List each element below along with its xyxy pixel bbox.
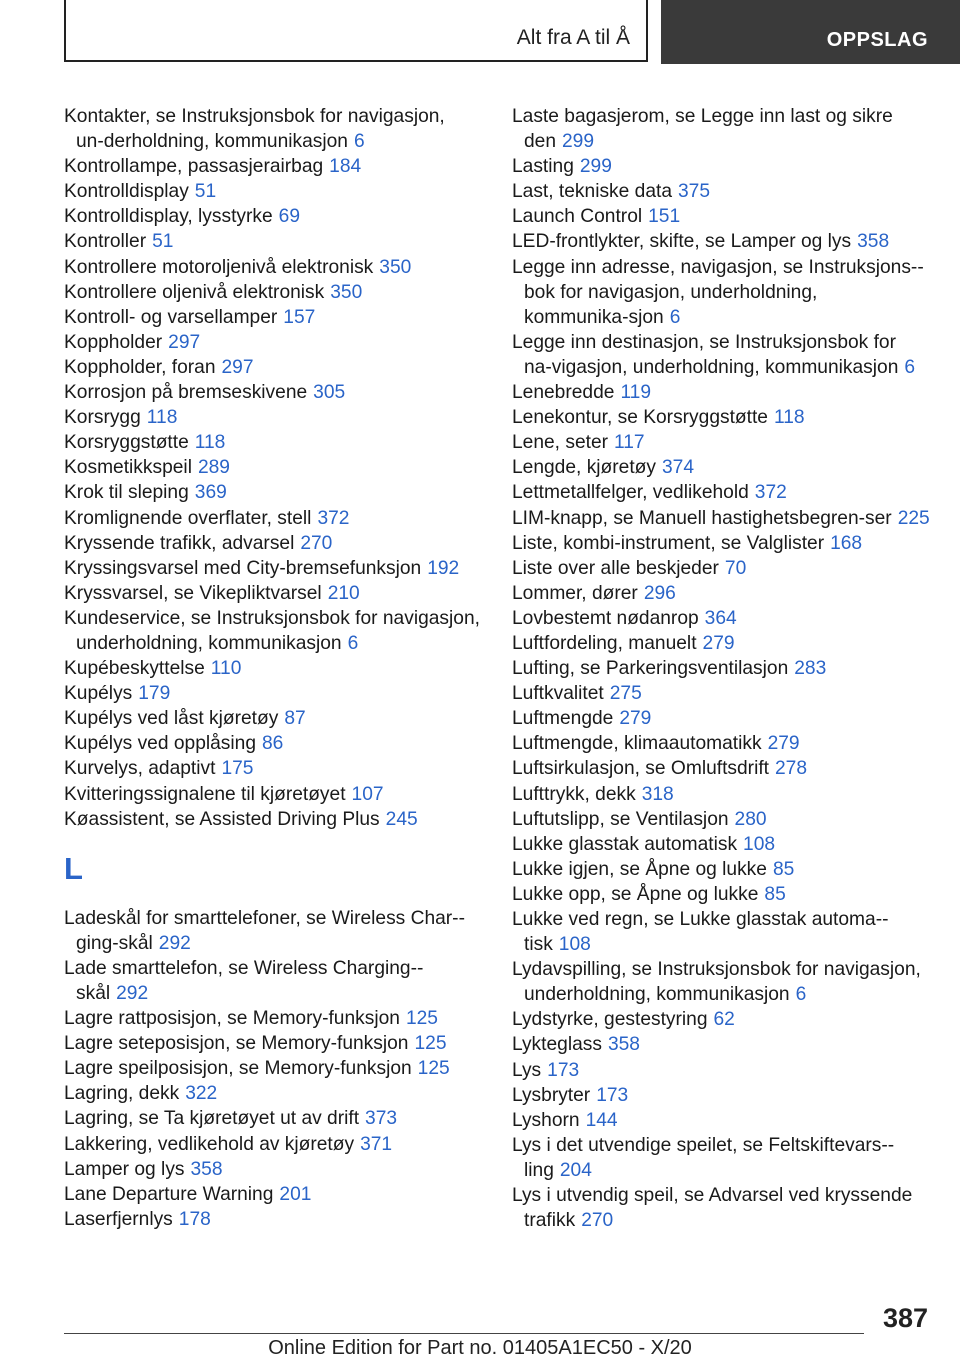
page-reference-link[interactable]: 184	[329, 156, 362, 178]
page-reference-link[interactable]: 358	[857, 231, 890, 253]
index-entry-text: Lakkering, vedlikehold av kjøretøy	[64, 1133, 355, 1155]
chapter-tab	[661, 0, 960, 64]
index-entry-text: Lettmetallfelger, vedlikehold	[512, 482, 749, 504]
index-entry	[512, 430, 932, 455]
page-reference-link[interactable]: 118	[194, 432, 226, 454]
index-entry-text: Lufttrykk, dekk	[512, 783, 636, 805]
page-reference-link[interactable]: 201	[279, 1183, 312, 1205]
index-entry	[64, 229, 484, 254]
index-entry	[512, 229, 932, 254]
index-entry-text: Lasting	[512, 156, 574, 178]
index-entry	[512, 154, 932, 179]
index-entry	[512, 907, 932, 957]
index-entry-text: Lydstyrke, gestestyring	[512, 1009, 708, 1031]
page-reference-link[interactable]: 108	[558, 934, 591, 956]
index-entry	[64, 706, 484, 731]
index-entry	[512, 204, 932, 229]
index-entry	[64, 956, 484, 1006]
page-reference-link[interactable]: 225	[897, 507, 930, 529]
index-entry	[64, 405, 484, 430]
index-entry-text: Lene, seter	[512, 432, 609, 454]
index-letter-heading: L	[64, 850, 83, 886]
index-entry-text: Kontakter, se Instruksjonsbok for navigasjon, un-derholdning, kommunikasjon	[64, 106, 445, 153]
index-entry	[512, 857, 932, 882]
page-reference-link[interactable]: 157	[283, 306, 316, 328]
page-reference-link[interactable]: 372	[754, 482, 787, 504]
index-entry	[64, 1132, 484, 1157]
page-reference-link[interactable]: 85	[772, 858, 795, 880]
index-entry-text: Kryssvarsel, se Vikepliktvarsel	[64, 582, 322, 604]
index-entry	[512, 480, 932, 505]
footer-edition: Online Edition for Part no. 01405A1EC50 - X/20	[268, 1337, 692, 1359]
page-reference-link[interactable]: 289	[197, 457, 230, 479]
index-entry-text: Laserfjernlys	[64, 1208, 173, 1230]
index-entry-text: Lykteglass	[512, 1034, 602, 1056]
page-reference-link[interactable]: 279	[619, 708, 652, 730]
page-reference-link[interactable]: 118	[773, 407, 805, 429]
index-entry	[512, 731, 932, 756]
index-entry	[512, 957, 932, 1007]
index-entry-text: Lagre speilposisjon, se Memory-funksjon	[64, 1058, 412, 1080]
index-entry	[512, 556, 932, 581]
index-entry	[64, 1081, 484, 1106]
index-entry-text: Lyshorn	[512, 1109, 580, 1131]
page-reference-link[interactable]: 6	[795, 984, 807, 1006]
page-reference-link[interactable]: 6	[353, 131, 365, 153]
index-entry	[64, 556, 484, 581]
index-entry-text: Lamper og lys	[64, 1158, 185, 1180]
index-entry	[64, 681, 484, 706]
index-column-right	[512, 104, 932, 1233]
index-entry-text: Lufting, se Parkeringsventilasjon	[512, 658, 789, 680]
index-entry	[64, 1056, 484, 1081]
index-entry	[64, 330, 484, 355]
page-reference-link[interactable]: 374	[661, 457, 694, 479]
page-reference-link[interactable]: 125	[405, 1008, 438, 1030]
page-reference-link[interactable]: 125	[414, 1033, 447, 1055]
index-entry-text: Luftmengde	[512, 708, 614, 730]
index-entry	[64, 606, 484, 656]
index-entry	[64, 906, 484, 956]
index-entry-text: Kontrollere oljenivå elektronisk	[64, 281, 325, 303]
page-reference-link[interactable]: 350	[330, 281, 363, 303]
page-reference-link[interactable]: 85	[764, 883, 786, 905]
index-entry-text: Lovbestemt nødanrop	[512, 607, 699, 629]
index-entry-text: Koppholder, foran	[64, 356, 216, 378]
page-reference-link[interactable]: 358	[190, 1158, 223, 1180]
index-entry	[64, 1157, 484, 1182]
index-entry	[512, 179, 932, 204]
index-entry-text: Korrosjon på bremseskivene	[64, 382, 308, 404]
page-reference-link[interactable]: 175	[221, 758, 254, 780]
page-reference-link[interactable]: 283	[794, 658, 827, 680]
index-entry	[64, 179, 484, 204]
index-entry-text: Lukke opp, se Åpne og lukke	[512, 883, 759, 905]
page-reference-link[interactable]: 279	[767, 733, 800, 755]
index-entry	[512, 832, 932, 857]
index-entry-text: Korsrygg	[64, 407, 141, 429]
page-reference-link[interactable]: 178	[178, 1208, 211, 1230]
page-reference-link[interactable]: 364	[704, 607, 737, 629]
index-entry	[64, 280, 484, 305]
page-reference-link[interactable]: 371	[360, 1133, 393, 1155]
page-reference-link[interactable]: 322	[185, 1083, 218, 1105]
index-entry-text: Lade smarttelefon, se Wireless Charging-skål	[64, 957, 424, 1004]
index-entry	[64, 807, 484, 832]
index-entry-text: Lenebredde	[512, 382, 615, 404]
index-entry-text: Kontroll- og varsellamper	[64, 306, 278, 328]
page-reference-link[interactable]: 117	[614, 432, 645, 454]
index-entry-text: Korsryggstøtte	[64, 432, 189, 454]
index-entry	[512, 656, 932, 681]
page-reference-link[interactable]: 292	[116, 983, 149, 1004]
index-entry-text: Kromlignende overflater, stell	[64, 507, 312, 529]
index-entry-text: Liste, kombi-instrument, se Valglister	[512, 532, 825, 554]
index-entry-text: Kurvelys, adaptivt	[64, 758, 216, 780]
index-entry-text: Luftkvalitet	[512, 683, 604, 705]
index-entry-text: Lenekontur, se Korsryggstøtte	[512, 407, 768, 429]
page-reference-link[interactable]: 297	[221, 356, 254, 378]
index-entry-text: Kupélys ved opplåsing	[64, 733, 257, 755]
index-entry-text: Kundeservice, se Instruksjonsbok for navigasjon, underholdning, kommunikasjon	[64, 607, 480, 654]
index-entry	[512, 104, 932, 154]
index-entry-text: Lys i utvendig speil, se Advarsel ved kryssende trafikk	[512, 1185, 913, 1232]
page-reference-link[interactable]: 210	[327, 582, 360, 604]
index-entry	[512, 506, 932, 531]
index-entry-text: Kontrollampe, passasjerairbag	[64, 156, 324, 178]
index-entry	[64, 506, 484, 531]
page-reference-link[interactable]: 70	[724, 557, 747, 579]
index-entry-text: Kontroller	[64, 231, 147, 253]
index-entry-text: Luftfordeling, manuelt	[512, 632, 697, 654]
page-reference-link[interactable]: 375	[678, 181, 711, 203]
index-entry-text: Lukke glasstak automatisk	[512, 833, 738, 855]
index-entry	[512, 255, 932, 330]
index-entry-text: Lydavspilling, se Instruksjonsbok for navigasjon, underholdning, kommunikasjon	[512, 959, 921, 1006]
index-entry	[512, 782, 932, 807]
page-reference-link[interactable]: 270	[581, 1210, 614, 1232]
index-entry	[512, 330, 932, 380]
page-reference-link[interactable]: 279	[702, 632, 735, 654]
index-entry-text: Legge inn adresse, navigasjon, se Instruksjons-bok for navigasjon, underholdning, kommunika-sjon	[512, 256, 924, 328]
index-entry-text: Luftsirkulasjon, se Omluftsdrift	[512, 758, 769, 780]
index-entry	[512, 681, 932, 706]
page-reference-link[interactable]: 299	[579, 156, 612, 178]
index-entry	[512, 807, 932, 832]
index-entry	[512, 405, 932, 430]
index-entry-text: Krok til sleping	[64, 482, 189, 504]
index-entry	[512, 455, 932, 480]
page-reference-link[interactable]: 151	[648, 206, 681, 228]
index-entry-text: Lagre rattposisjon, se Memory-funksjon	[64, 1008, 400, 1030]
index-entry-text: Kryssingsvarsel med City-bremsefunksjon	[64, 557, 422, 579]
index-entry	[64, 656, 484, 681]
index-entry	[64, 756, 484, 781]
page-reference-link[interactable]: 204	[559, 1159, 592, 1181]
index-entry	[512, 1183, 932, 1233]
index-entry	[512, 631, 932, 656]
page-reference-link[interactable]: 62	[713, 1009, 735, 1031]
index-entry	[64, 531, 484, 556]
page-reference-link[interactable]: 51	[152, 231, 174, 253]
index-entry	[64, 154, 484, 179]
index-entry-text: Lukke igjen, se Åpne og lukke	[512, 858, 767, 880]
index-entry	[512, 1133, 932, 1183]
index-entry-text: Kupélys ved låst kjøretøy	[64, 708, 279, 730]
index-entry-text: Lys	[512, 1059, 542, 1081]
page-reference-link[interactable]: 87	[284, 708, 306, 730]
index-entry-text: Lengde, kjøretøy	[512, 457, 656, 479]
index-entry	[512, 1058, 932, 1083]
page-reference-link[interactable]: 6	[347, 632, 359, 654]
index-entry-text: Luftutslipp, se Ventilasjon	[512, 808, 729, 830]
page-reference-link[interactable]: 369	[194, 482, 227, 504]
index-entry	[64, 455, 484, 480]
index-entry-text: Kontrolldisplay	[64, 181, 189, 203]
page-reference-link[interactable]: 299	[562, 131, 595, 153]
index-entry-text: Lommer, dører	[512, 582, 638, 604]
index-entry-text: Kupébeskyttelse	[64, 658, 205, 680]
page-reference-link[interactable]: 358	[607, 1034, 640, 1056]
index-entry-text: Køassistent, se Assisted Driving Plus	[64, 808, 380, 830]
page-reference-link[interactable]: 144	[585, 1109, 618, 1131]
index-entry-text: Liste over alle beskjeder	[512, 557, 719, 579]
index-entry-text: Lys i det utvendige speilet, se Feltskiftevars-ling	[512, 1134, 895, 1181]
index-entry	[64, 581, 484, 606]
page-reference-link[interactable]: 318	[641, 783, 674, 805]
index-entry-text: Lukke ved regn, se Lukke glasstak automa-tisk	[512, 909, 889, 956]
page-reference-link[interactable]: 6	[669, 306, 681, 328]
footer-divider	[64, 1333, 864, 1334]
index-entry	[64, 1006, 484, 1031]
index-entry	[64, 1106, 484, 1131]
index-column-left	[64, 104, 484, 1232]
index-entry	[512, 606, 932, 631]
index-entry-text: Kryssende trafikk, advarsel	[64, 532, 295, 554]
index-entry-text: Kvitteringssignalene til kjøretøyet	[64, 783, 346, 805]
section-tab	[64, 0, 648, 62]
section-title: Alt fra A til Å	[516, 26, 630, 49]
page-reference-link[interactable]: 278	[775, 758, 808, 780]
page-reference-link[interactable]: 108	[743, 833, 776, 855]
chapter-title: OPPSLAG	[826, 29, 928, 51]
index-entry	[64, 204, 484, 229]
page-reference-link[interactable]: 173	[596, 1084, 629, 1106]
page-reference-link[interactable]: 373	[365, 1108, 398, 1130]
page-reference-link[interactable]: 125	[417, 1058, 450, 1080]
page-reference-link[interactable]: 372	[317, 507, 350, 529]
index-entry	[512, 380, 932, 405]
page-reference-link[interactable]: 6	[904, 356, 916, 378]
index-entry-text: LIM-knapp, se Manuell hastighetsbegren-ser	[512, 507, 892, 529]
page-reference-link[interactable]: 118	[146, 407, 178, 429]
index-entry	[64, 1031, 484, 1056]
page-reference-link[interactable]: 297	[168, 331, 201, 353]
index-entry	[64, 380, 484, 405]
index-entry	[512, 756, 932, 781]
page-reference-link[interactable]: 51	[194, 181, 217, 203]
page-reference-link[interactable]: 173	[547, 1059, 580, 1081]
page-header	[0, 0, 960, 66]
page-reference-link[interactable]: 110	[210, 658, 242, 680]
index-entry-text: Lysbryter	[512, 1084, 591, 1106]
index-entry	[64, 731, 484, 756]
index-entry	[512, 531, 932, 556]
index-entry	[64, 305, 484, 330]
index-entry	[512, 1083, 932, 1108]
index-entry-text: Lane Departure Warning	[64, 1183, 274, 1205]
index-entry-text: Koppholder	[64, 331, 163, 353]
index-entry	[64, 1182, 484, 1207]
index-entry	[512, 706, 932, 731]
index-entry	[64, 480, 484, 505]
index-entry	[64, 255, 484, 280]
page-reference-link[interactable]: 270	[300, 532, 333, 554]
index-entry-text: Kupélys	[64, 683, 133, 705]
index-entry-text: Luftmengde, klimaautomatikk	[512, 733, 762, 755]
page-reference-link[interactable]: 245	[385, 808, 418, 830]
page-reference-link[interactable]: 305	[313, 382, 346, 404]
index-entry	[64, 104, 484, 154]
page-reference-link[interactable]: 192	[427, 557, 460, 579]
index-entry-text: Lagre seteposisjon, se Memory-funksjon	[64, 1033, 409, 1055]
page-reference-link[interactable]: 119	[620, 382, 652, 404]
page-reference-link[interactable]: 107	[351, 783, 384, 805]
page-number: 387	[882, 1303, 928, 1333]
index-entry	[512, 1108, 932, 1133]
index-entry-text: Kosmetikkspeil	[64, 457, 192, 479]
index-entry-text: Last, tekniske data	[512, 181, 672, 203]
page-reference-link[interactable]: 69	[278, 206, 300, 228]
index-entry-text: Kontrollere motoroljenivå elektronisk	[64, 256, 374, 278]
page-reference-link[interactable]: 275	[609, 683, 642, 705]
index-entry	[64, 1207, 484, 1232]
page-reference-link[interactable]: 168	[830, 532, 863, 554]
page-reference-link[interactable]: 296	[643, 582, 676, 604]
page-reference-link[interactable]: 350	[379, 256, 412, 278]
page-reference-link[interactable]: 179	[138, 683, 171, 705]
page-reference-link[interactable]: 280	[734, 808, 767, 830]
index-entry-text: Kontrolldisplay, lysstyrke	[64, 206, 273, 228]
index-entry	[64, 430, 484, 455]
index-entry	[64, 355, 484, 380]
index-entry-text: Lagring, se Ta kjøretøyet ut av drift	[64, 1108, 360, 1130]
index-entry	[64, 782, 484, 807]
index-entry-text: Laste bagasjerom, se Legge inn last og sikre den	[512, 106, 893, 153]
page-reference-link[interactable]: 86	[262, 733, 284, 755]
index-entry-text: Launch Control	[512, 206, 643, 228]
index-entry	[512, 882, 932, 907]
index-entry	[512, 1032, 932, 1057]
index-entry-text: Lagring, dekk	[64, 1083, 180, 1105]
index-entry-text: Legge inn destinasjon, se Instruksjonsbok for na-vigasjon, underholdning, kommunikasjon	[512, 331, 899, 378]
index-entry-text: LED-frontlykter, skifte, se Lamper og lys	[512, 231, 852, 253]
index-entry-text: Ladeskål for smarttelefoner, se Wireless Char-ging-skål	[64, 907, 465, 954]
page-reference-link[interactable]: 292	[158, 932, 191, 954]
index-entry	[512, 581, 932, 606]
index-entry	[512, 1007, 932, 1032]
